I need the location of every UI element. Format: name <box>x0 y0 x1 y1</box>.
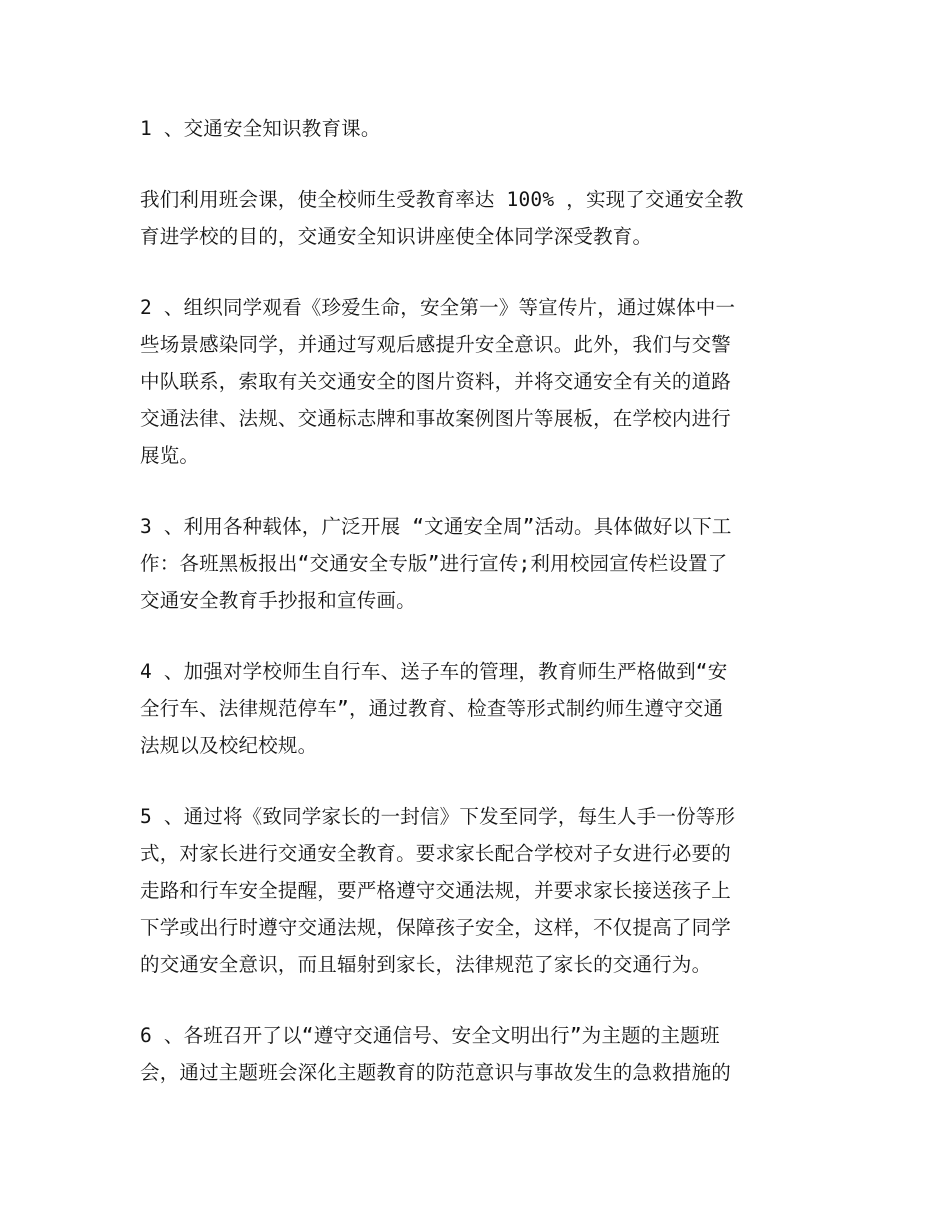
paragraph-5 <box>140 653 810 764</box>
text-line: 会，通过主题班会深化主题教育的防范意识与事故发生的急救措施的 <box>140 1061 732 1084</box>
paragraph-3 <box>140 289 810 474</box>
text-line: 下学或出行时遵守交通法规，保障孩子安全，这样，不仅提高了同学 <box>140 916 732 939</box>
text-line: 6 、各班召开了以“遵守交通信号、安全文明出行”为主题的主题班 <box>140 1024 720 1047</box>
paragraph-6 <box>140 798 810 983</box>
text-line: 5 、通过将《致同学家长的一封信》下发至同学，每生人手一份等形 <box>140 805 736 828</box>
paragraph-4 <box>140 508 810 619</box>
text-line: 交通安全教育手抄报和宣传画。 <box>140 589 416 612</box>
text-line: 式，对家长进行交通安全教育。要求家长配合学校对子女进行必要的 <box>140 842 732 865</box>
text-line: 些场景感染同学，并通过写观后感提升安全意识。此外，我们与交警 <box>140 333 732 356</box>
text-line: 作：各班黑板报出“交通安全专版”进行宣传;利用校园宣传栏设置了 <box>140 552 728 575</box>
paragraph-2 <box>140 181 810 255</box>
paragraph-1 <box>140 110 810 147</box>
text-line: 1 、交通安全知识教育课。 <box>140 117 381 140</box>
text-line: 展览。 <box>140 444 200 467</box>
text-line: 我们利用班会课，使全校师生受教育率达 100% ，实现了交通安全教 <box>140 188 744 211</box>
text-line: 交通法律、法规、交通标志牌和事故案例图片等展板，在学校内进行 <box>140 407 732 430</box>
text-line: 走路和行车安全提醒，要严格遵守交通法规，并要求家长接送孩子上 <box>140 879 732 902</box>
text-line: 4 、加强对学校师生自行车、送子车的管理，教育师生严格做到“安 <box>140 660 728 683</box>
text-line: 中队联系，索取有关交通安全的图片资料，并将交通安全有关的道路 <box>140 370 732 393</box>
text-line: 3 、利用各种载体，广泛开展 “文通安全周”活动。具体做好以下工 <box>140 515 732 538</box>
document-body <box>140 110 810 1125</box>
text-line: 育进学校的目的，交通安全知识讲座使全体同学深受教育。 <box>140 225 653 248</box>
text-line: 2 、组织同学观看《珍爱生命，安全第一》等宣传片，通过媒体中一 <box>140 296 736 319</box>
paragraph-7 <box>140 1017 810 1091</box>
text-line: 的交通安全意识，而且辐射到家长，法律规范了家长的交通行为。 <box>140 953 712 976</box>
text-line: 法规以及校纪校规。 <box>140 734 318 757</box>
text-line: 全行车、法律规范停车”，通过教育、检查等形式制约师生遵守交通 <box>140 697 724 720</box>
